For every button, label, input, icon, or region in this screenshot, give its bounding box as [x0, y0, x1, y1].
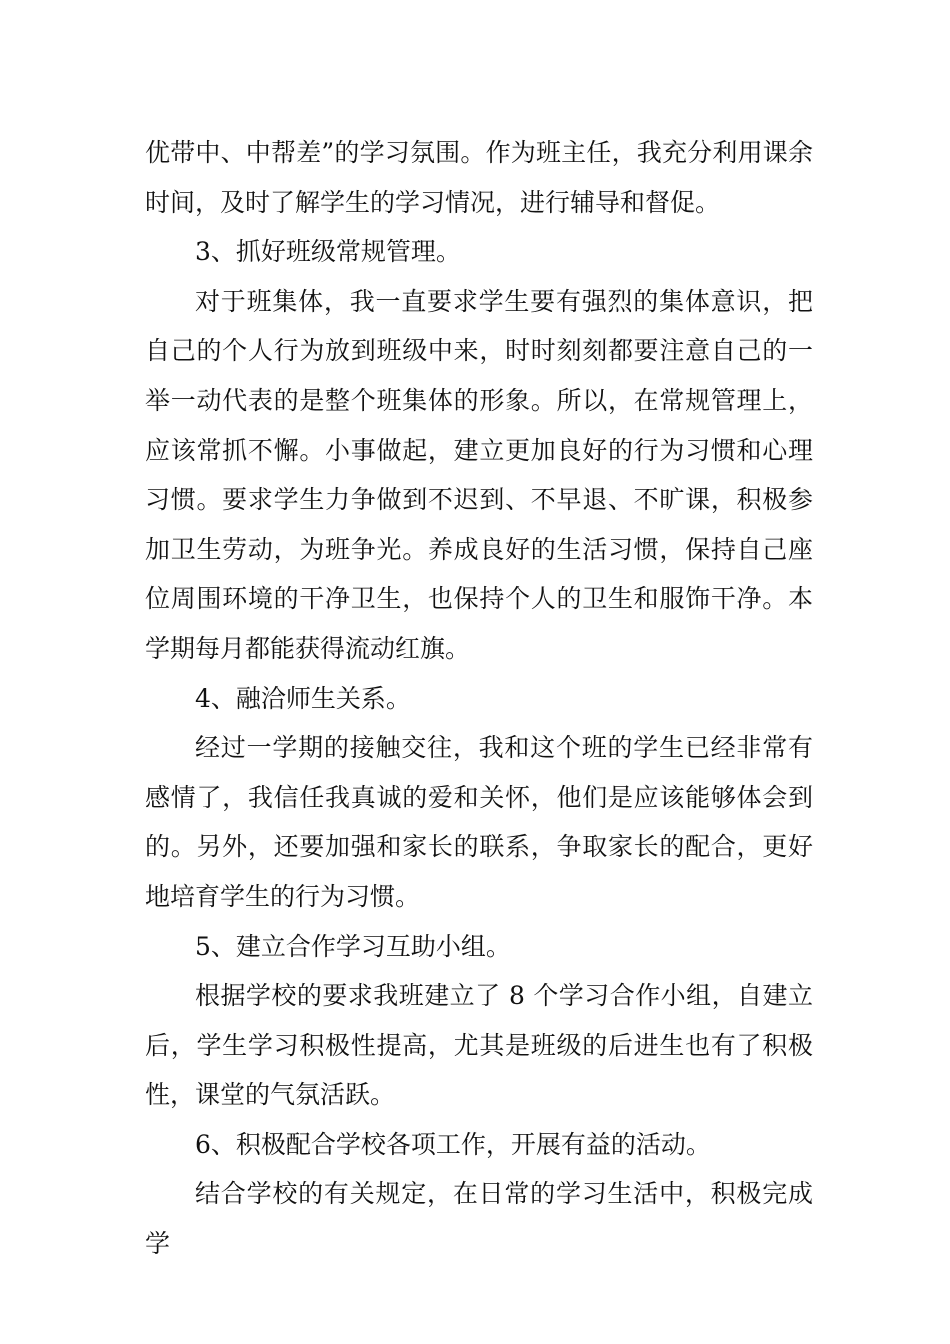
section-heading-6: 6、积极配合学校各项工作，开展有益的活动。: [195, 1129, 711, 1159]
paragraph-class-management: 对于班集体，我一直要求学生要有强烈的集体意识，把自己的个人行为放到班级中来，时时刻刻都要注意自己的一举一动代表的是整个班集体的形象。所以，在常规管理上，应该常抓不懈。小事做起，建立更加良好的行为习惯和心理习惯。要求学生力争做到不迟到、不早退、不旷课，积极参加卫生劳动，为班争光。养成良好的生活习惯，保持自己座位周围环境的干净卫生，也保持个人的卫生和服饰干净。本学期每月都能获得流动红旗。: [145, 286, 813, 663]
paragraph-study-groups: 根据学校的要求我班建立了 8 个学习合作小组，自建立后，学生学习积极性提高，尤其是班级的后进生也有了积极性，课堂的气氛活跃。: [145, 981, 813, 1110]
paragraph-teacher-student: 经过一学期的接触交往，我和这个班的学生已经非常有感情了，我信任我真诚的爱和关怀，他们是应该能够体会到的。另外，还要加强和家长的联系，争取家长的配合，更好地培育学生的行为习惯。: [145, 733, 813, 911]
paragraph-continuation: 优带中、中帮差”的学习氛围。作为班主任，我充分利用课余时间，及时了解学生的学习情况，进行辅导和督促。: [145, 138, 813, 217]
section-heading-4: 4、融洽师生关系。: [195, 683, 411, 713]
section-heading-3: 3、抓好班级常规管理。: [195, 237, 461, 267]
paragraph-school-work: 结合学校的有关规定，在日常的学习生活中，积极完成学: [145, 1179, 813, 1259]
document-body: [145, 128, 813, 1269]
section-heading-5: 5、建立合作学习互助小组。: [195, 931, 511, 961]
